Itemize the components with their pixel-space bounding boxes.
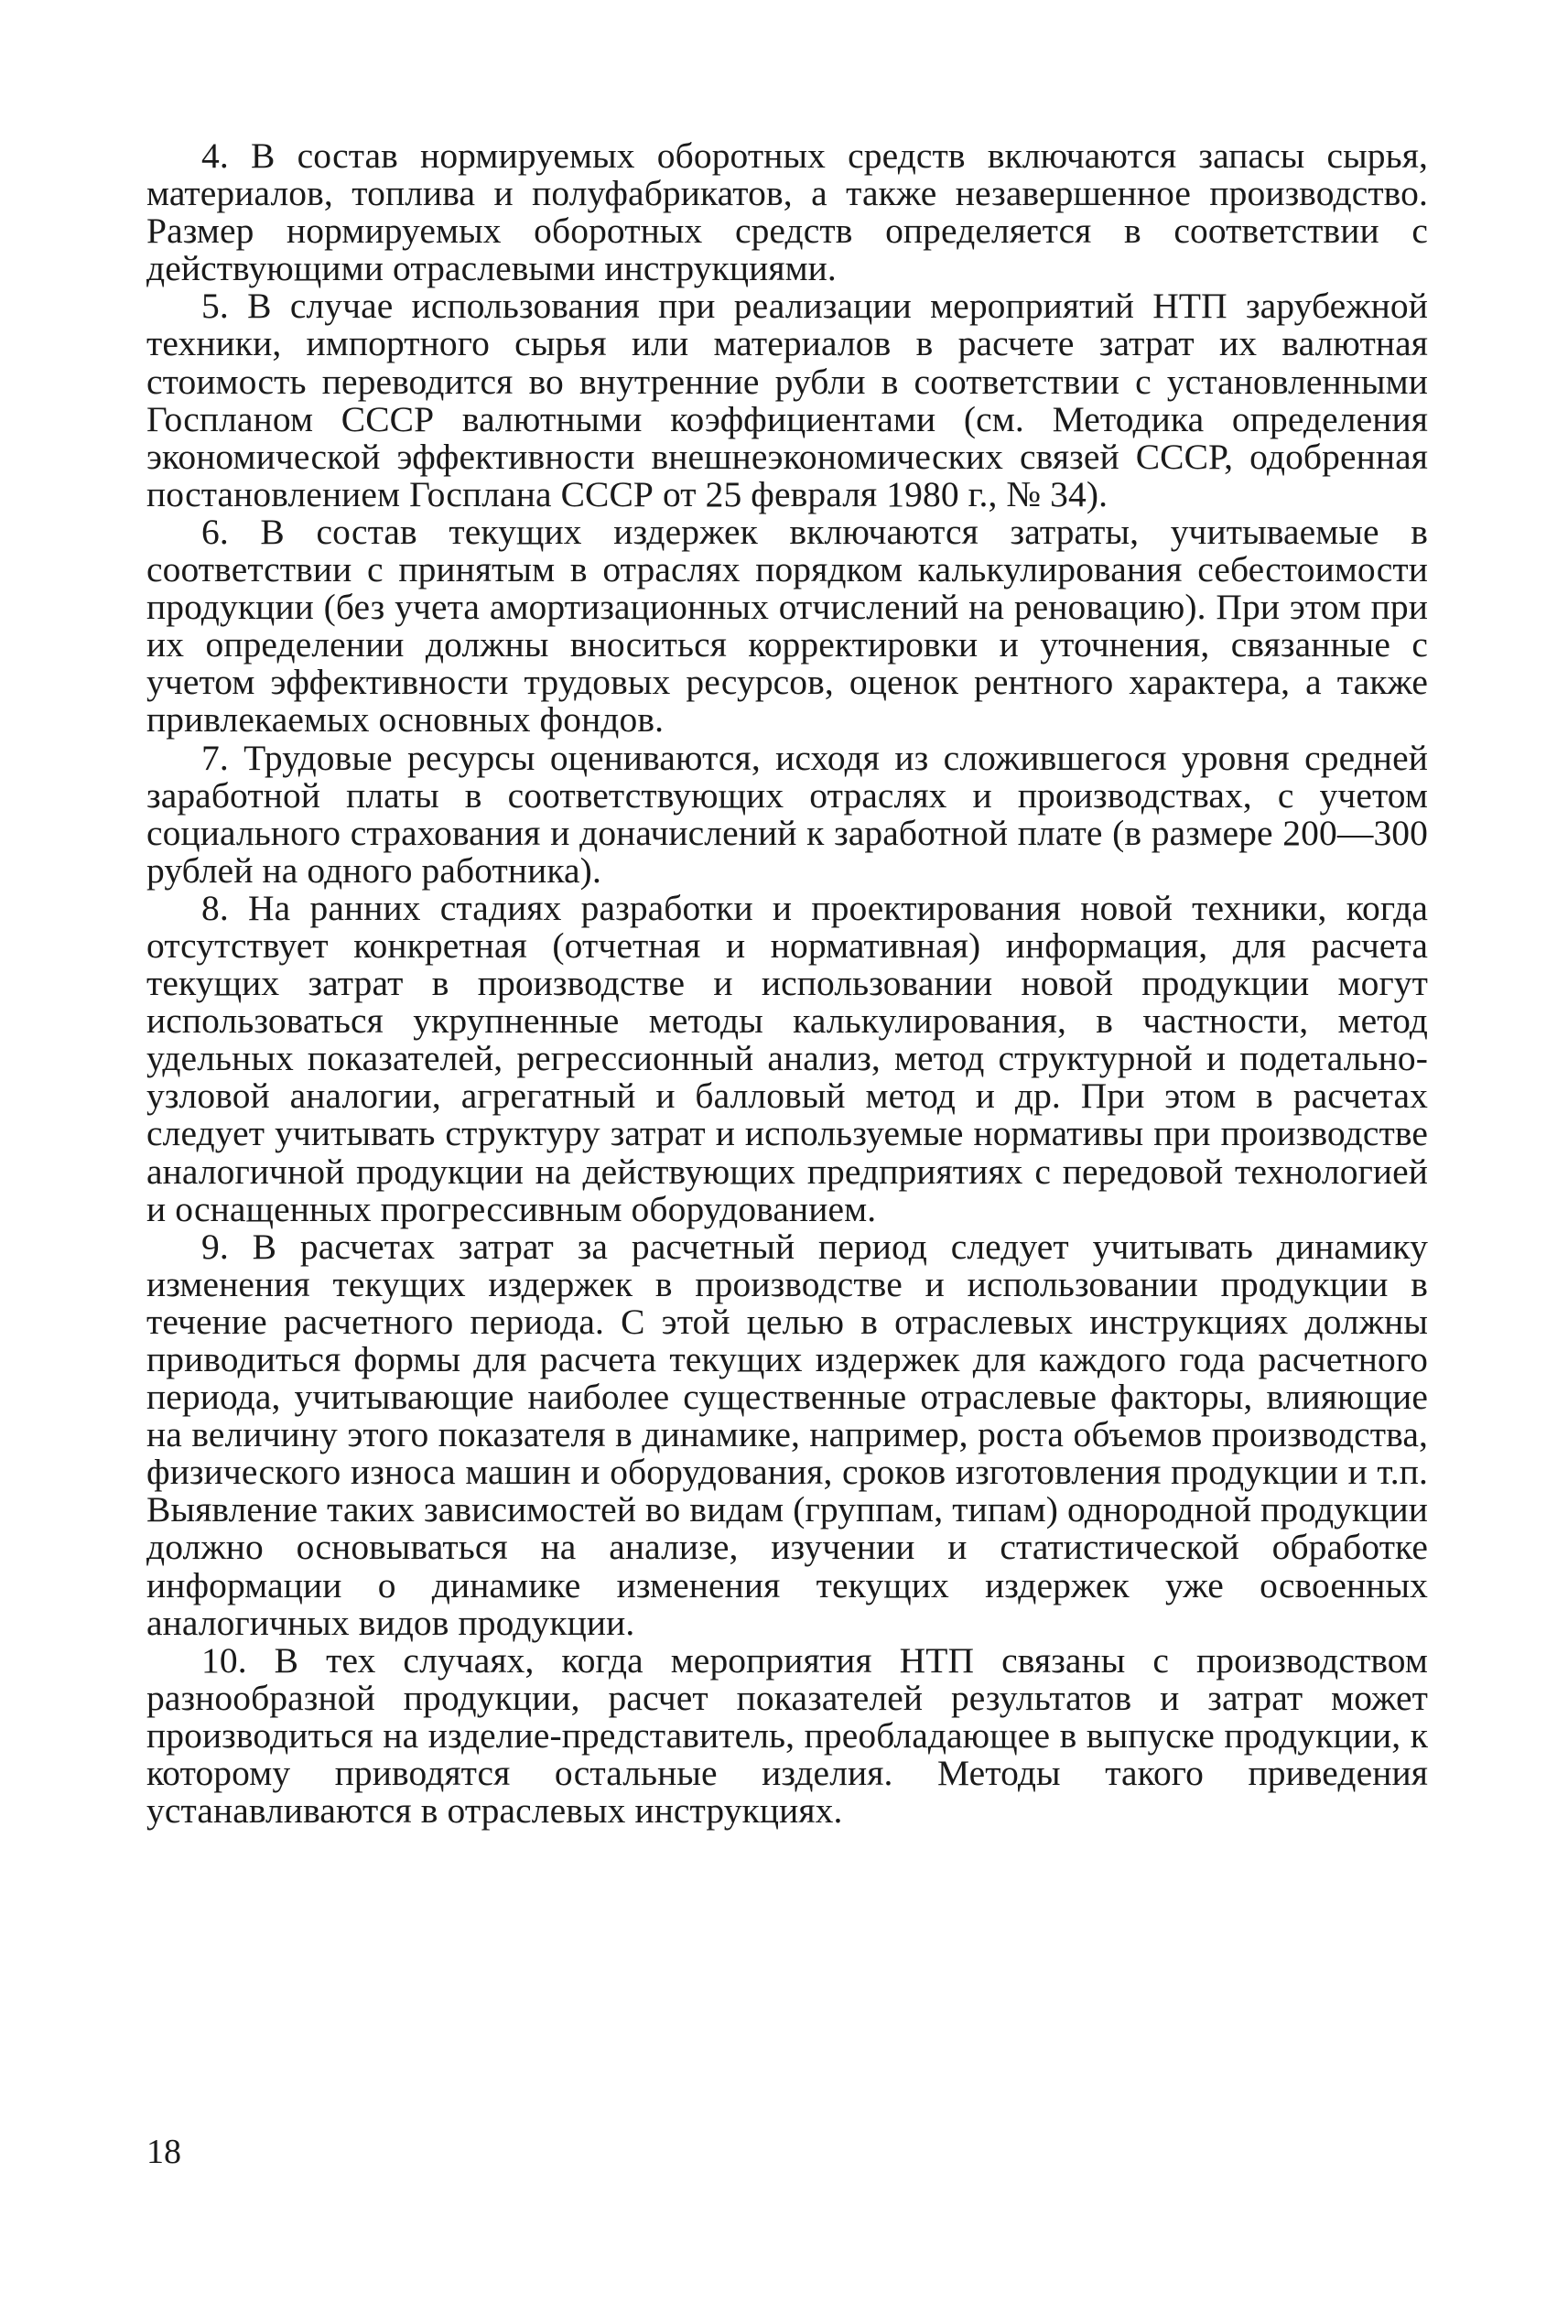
page-number: 18 — [146, 2133, 181, 2171]
paragraph-10: 10. В тех случаях, когда мероприятия НТП связаны с производством разнообразной продукции, расчет показателей результатов и затрат может производиться на изделие-представитель, преобладающее в выпуске продукции, к которому приводятся остальные изделия. Методы такого приведения устанавливаются в отраслевых инструкциях. — [146, 1639, 1428, 1832]
paragraph-6: 6. В состав текущих издержек включаются затраты, учитываемые в соответствии с принятым в отраслях порядком калькулирования себестоимости продукции (без учета амортизационных отчислений на реновацию). При этом при их определении должны вноситься корректировки и уточнения, связанные с учетом эффективности трудовых ресурсов, оценок рентного характера, а также привлекаемых основных фондов. — [146, 511, 1428, 740]
document-body — [146, 137, 1428, 1830]
paragraph-8: 8. На ранних стадиях разработки и проектирования новой техники, когда отсутствует конкретная (отчетная и нормативная) информация, для расчета текущих затрат в производстве и использовании новой продукции могут использоваться укрупненные методы калькулирования, в частности, метод удельных показателей, регрессионный анализ, метод структурной и подетально-узловой аналогии, агрегатный и балловый метод и др. При этом в расчетах следует учитывать структуру затрат и используемые нормативы при производстве аналогичной продукции на действующих предприятиях с передовой технологией и оснащенных прогрессивным оборудованием. — [146, 887, 1428, 1229]
paragraph-7: 7. Трудовые ресурсы оцениваются, исходя из сложившегося уровня средней заработной платы в соответствующих отраслях и производствах, с учетом социального страхования и доначислений к заработной плате (в размере 200—300 рублей на одного работника). — [146, 737, 1428, 891]
paragraph-9: 9. В расчетах затрат за расчетный период следует учитывать динамику изменения текущих издержек в производстве и использовании продукции в течение расчетного периода. С этой целью в отраслевых инструкциях должны приводиться формы для расчета текущих издержек для каждого года расчетного периода, учитывающие наиболее существенные отраслевые факторы, влияющие на величину этого показателя в динамике, например, роста объемов производства, физического износа машин и оборудования, сроков изготовления продукции и т.п. Выявление таких зависимостей во видам (группам, типам) однородной продукции должно основываться на анализе, изучении и статистической обработке информации о динамике изменения текущих издержек уже освоенных аналогичных видов продукции. — [146, 1226, 1428, 1643]
paragraph-4: 4. В состав нормируемых оборотных средств включаются запасы сырья, материалов, топлива и полуфабрикатов, а также незавершенное производство. Размер нормируемых оборотных средств определяется в соответствии с действующими отраслевыми инструкциями. — [146, 135, 1428, 289]
paragraph-5: 5. В случае использования при реализации мероприятий НТП зарубежной техники, импортного сырья или материалов в расчете затрат их валютная стоимость переводится во внутренние рубли в соответствии с установленными Госпланом СССР валютными коэффициентами (см. Методика определения экономической эффективности внешнеэкономических связей СССР, одобренная постановлением Госплана СССР от 25 февраля 1980 г., № 34). — [146, 286, 1428, 514]
